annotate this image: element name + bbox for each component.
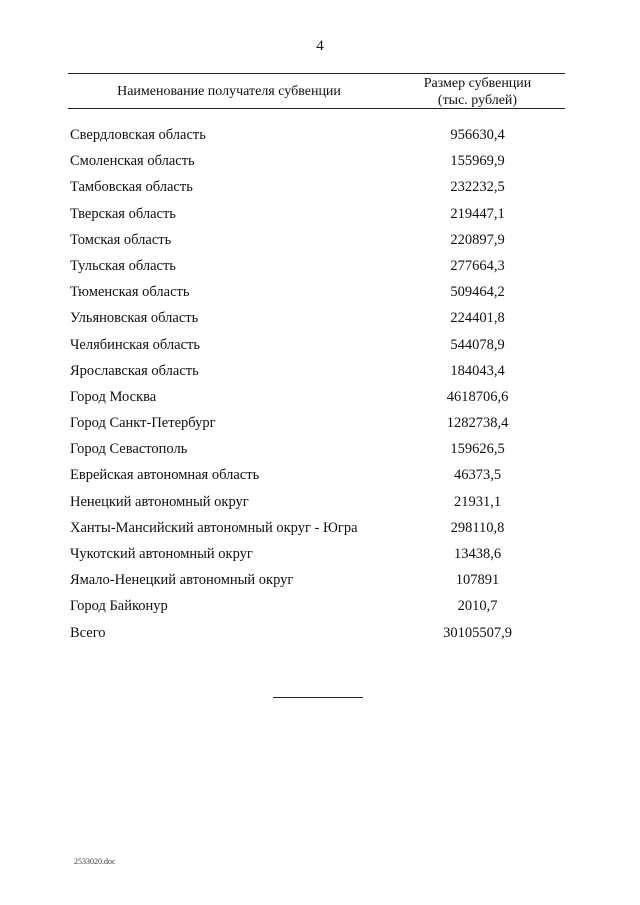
recipient-name: Тверская область: [70, 205, 176, 222]
recipient-name: Ямало-Ненецкий автономный округ: [70, 572, 294, 589]
recipient-name: Свердловская область: [70, 127, 206, 143]
column-header-recipient: Наименование получателя субвенции: [117, 84, 341, 99]
table-row: [0, 517, 640, 543]
table-row: [0, 203, 640, 229]
recipient-name: Город Санкт-Петербург: [70, 415, 216, 432]
subvention-amount: 159626,5: [450, 441, 505, 458]
table-row: [0, 255, 640, 281]
table-row: [0, 595, 640, 621]
table-row: [0, 464, 640, 490]
table-row: [0, 569, 640, 595]
column-header-amount-line1: Размер субвенции: [423, 76, 532, 91]
table-row: [0, 622, 640, 648]
recipient-name: Тамбовская область: [70, 179, 193, 196]
subvention-amount: 4618706,6: [446, 388, 509, 405]
recipient-name: Тульская область: [70, 257, 176, 274]
subvention-amount: 544078,9: [450, 336, 505, 353]
recipient-name: Чукотский автономный округ: [70, 546, 253, 562]
recipient-name: Ульяновская область: [70, 310, 199, 327]
table-row: [0, 412, 640, 438]
table-row: [0, 386, 640, 412]
table-header-rule: [68, 108, 565, 109]
table-row: [0, 150, 640, 176]
table-top-rule: [68, 73, 565, 74]
subvention-amount: 155969,9: [450, 153, 505, 170]
column-header-amount-line2: (тыс. рублей): [437, 93, 518, 108]
table-row: [0, 543, 640, 569]
recipient-name: Ненецкий автономный округ: [70, 493, 249, 510]
subvention-amount: 232232,5: [450, 179, 505, 196]
recipient-name: Томская область: [70, 231, 172, 248]
recipient-name: Смоленская область: [70, 153, 195, 170]
subvention-amount: 220897,9: [450, 231, 505, 248]
recipient-name: Челябинская область: [70, 336, 200, 353]
page-number: 4: [316, 38, 324, 54]
subvention-amount: 956630,4: [450, 127, 505, 143]
subvention-amount: 2010,7: [457, 598, 498, 615]
subvention-amount: 509464,2: [450, 284, 505, 301]
subvention-amount: 277664,3: [450, 257, 505, 274]
table-row: [0, 334, 640, 360]
table-row: [0, 438, 640, 464]
table-row: [0, 491, 640, 517]
subvention-amount: 21931,1: [453, 493, 502, 510]
table-row: [0, 124, 640, 150]
table-row: [0, 229, 640, 255]
recipient-name: Еврейская автономная область: [70, 467, 260, 484]
table-row: [0, 360, 640, 386]
table-row: [0, 281, 640, 307]
recipient-name: Город Москва: [70, 388, 157, 405]
recipient-name: Ярославская область: [70, 362, 199, 379]
subvention-amount: 219447,1: [450, 205, 505, 222]
end-of-document-rule: [273, 697, 363, 698]
subvention-amount: 184043,4: [450, 362, 505, 379]
recipient-name: Город Байконур: [70, 598, 168, 615]
column-header-amount: [390, 75, 565, 109]
recipient-name: Город Севастополь: [70, 441, 188, 458]
subvention-amount: 13438,6: [453, 546, 502, 562]
table-row: [0, 176, 640, 202]
subvention-amount: 107891: [455, 572, 500, 589]
table-row: [0, 307, 640, 333]
subvention-amount: 30105507,9: [443, 624, 512, 641]
recipient-name: Всего: [70, 624, 106, 641]
recipient-name: Ханты-Мансийский автономный округ - Югра: [70, 519, 358, 536]
subvention-amount: 224401,8: [450, 310, 505, 327]
footer-file-name: 2533020.doc: [74, 857, 116, 866]
recipient-name: Тюменская область: [70, 284, 190, 301]
subvention-amount: 46373,5: [453, 467, 502, 484]
subvention-amount: 298110,8: [450, 519, 505, 536]
subvention-amount: 1282738,4: [446, 415, 509, 432]
table-body: [0, 124, 640, 648]
